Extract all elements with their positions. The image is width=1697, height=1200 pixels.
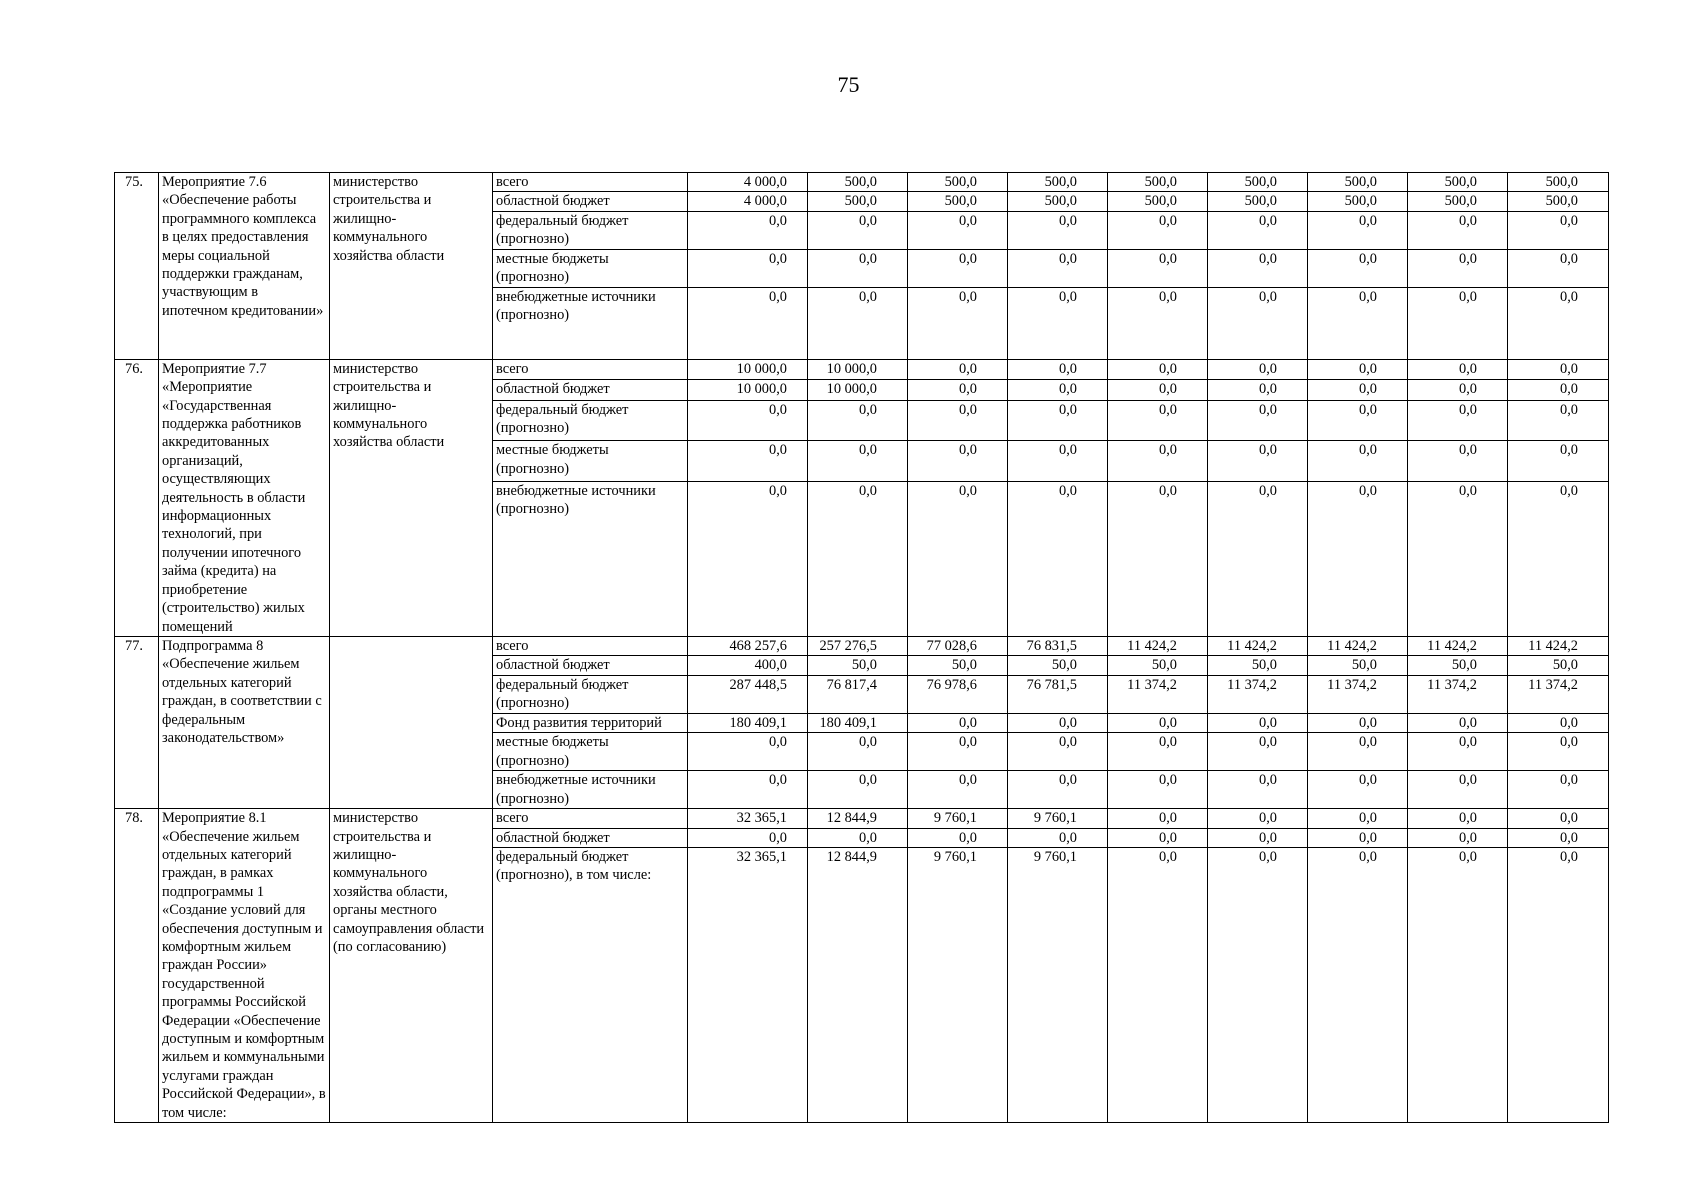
funding-value: 0,0 (1308, 441, 1408, 481)
funding-value: 0,0 (688, 771, 808, 809)
funding-value: 0,0 (1308, 249, 1408, 287)
funding-value: 0,0 (1208, 380, 1308, 401)
funding-value: 32 365,1 (688, 848, 808, 1123)
funding-value: 0,0 (1208, 733, 1308, 771)
executor: министерство строительства и жилищно-коммунального хозяйства области, органы местного самоуправления области (по согласованию) (330, 809, 493, 1123)
funding-value: 0,0 (1408, 441, 1508, 481)
funding-value: 468 257,6 (688, 636, 808, 655)
funding-source: местные бюджеты (прогнозно) (493, 249, 688, 287)
funding-value: 500,0 (1008, 192, 1108, 211)
funding-value: 0,0 (1108, 809, 1208, 828)
funding-value: 400,0 (688, 656, 808, 675)
measure-name: Мероприятие 7.7 «Мероприятие «Государственная поддержка работников аккредитованных организаций, осуществляющих деятельность в области информационных технологий, при получении ипотечного займа (кредита) на приобретение (строительство) жилых помещений (159, 359, 330, 636)
funding-value: 0,0 (1008, 713, 1108, 732)
funding-value: 0,0 (1208, 481, 1308, 636)
funding-value: 11 374,2 (1308, 675, 1408, 713)
funding-value: 0,0 (1108, 401, 1208, 441)
funding-value: 12 844,9 (808, 848, 908, 1123)
funding-value: 500,0 (808, 173, 908, 192)
funding-value: 0,0 (1408, 828, 1508, 847)
funding-value: 77 028,6 (908, 636, 1008, 655)
funding-source: всего (493, 809, 688, 828)
funding-value: 0,0 (808, 733, 908, 771)
funding-value: 10 000,0 (808, 380, 908, 401)
funding-value: 500,0 (1108, 192, 1208, 211)
funding-value: 11 424,2 (1508, 636, 1609, 655)
funding-value: 0,0 (1008, 380, 1108, 401)
funding-value: 0,0 (688, 249, 808, 287)
funding-value: 0,0 (1408, 809, 1508, 828)
funding-value: 0,0 (1008, 733, 1108, 771)
funding-value: 0,0 (1308, 848, 1408, 1123)
funding-value: 10 000,0 (688, 380, 808, 401)
funding-value: 11 374,2 (1208, 675, 1308, 713)
funding-value: 0,0 (688, 481, 808, 636)
funding-value: 11 424,2 (1208, 636, 1308, 655)
funding-value: 0,0 (1508, 771, 1609, 809)
funding-value: 0,0 (1008, 249, 1108, 287)
funding-value: 0,0 (1408, 380, 1508, 401)
funding-source: Фонд развития территорий (493, 713, 688, 732)
funding-value: 0,0 (1008, 287, 1108, 359)
funding-source: областной бюджет (493, 828, 688, 847)
funding-value: 0,0 (1008, 401, 1108, 441)
funding-value: 9 760,1 (1008, 848, 1108, 1123)
funding-value: 0,0 (908, 733, 1008, 771)
budget-table (114, 172, 1609, 1123)
funding-value: 500,0 (1108, 173, 1208, 192)
funding-value: 0,0 (1508, 359, 1609, 380)
funding-value: 0,0 (1008, 828, 1108, 847)
funding-source: областной бюджет (493, 656, 688, 675)
funding-value: 50,0 (1308, 656, 1408, 675)
funding-value: 500,0 (1008, 173, 1108, 192)
table-row (115, 359, 1609, 380)
funding-value: 500,0 (1308, 173, 1408, 192)
funding-value: 0,0 (1408, 733, 1508, 771)
funding-value: 11 424,2 (1408, 636, 1508, 655)
funding-value: 0,0 (1308, 828, 1408, 847)
funding-value: 0,0 (1208, 771, 1308, 809)
funding-value: 11 424,2 (1108, 636, 1208, 655)
funding-value: 4 000,0 (688, 173, 808, 192)
measure-name: Мероприятие 7.6 «Обеспечение работы программного комплекса в целях предоставления меры социальной поддержки гражданам, участвующим в ипотечном кредитовании» (159, 173, 330, 360)
funding-value: 0,0 (1508, 287, 1609, 359)
funding-value: 180 409,1 (808, 713, 908, 732)
funding-source: федеральный бюджет (прогнозно) (493, 211, 688, 249)
funding-value: 0,0 (1508, 828, 1609, 847)
funding-value: 0,0 (808, 211, 908, 249)
funding-source: федеральный бюджет (прогнозно) (493, 401, 688, 441)
funding-value: 0,0 (908, 481, 1008, 636)
funding-value: 500,0 (1508, 192, 1609, 211)
funding-value: 500,0 (1208, 192, 1308, 211)
funding-value: 0,0 (1508, 733, 1609, 771)
row-index: 75. (115, 173, 159, 360)
funding-value: 500,0 (1508, 173, 1609, 192)
funding-value: 0,0 (1508, 211, 1609, 249)
funding-value: 0,0 (1508, 380, 1609, 401)
funding-value: 0,0 (1408, 249, 1508, 287)
funding-value: 500,0 (908, 192, 1008, 211)
funding-value: 0,0 (1108, 733, 1208, 771)
funding-value: 11 424,2 (1308, 636, 1408, 655)
funding-source: всего (493, 173, 688, 192)
funding-value: 9 760,1 (1008, 809, 1108, 828)
funding-value: 0,0 (908, 713, 1008, 732)
funding-value: 0,0 (1208, 809, 1308, 828)
funding-value: 0,0 (1308, 481, 1408, 636)
funding-value: 0,0 (1008, 481, 1108, 636)
funding-value: 0,0 (908, 287, 1008, 359)
funding-value: 0,0 (1308, 211, 1408, 249)
funding-value: 0,0 (1308, 287, 1408, 359)
funding-value: 0,0 (1308, 733, 1408, 771)
funding-value: 0,0 (1108, 848, 1208, 1123)
funding-value: 0,0 (808, 401, 908, 441)
funding-value: 0,0 (1508, 481, 1609, 636)
funding-value: 0,0 (1108, 211, 1208, 249)
funding-value: 500,0 (908, 173, 1008, 192)
funding-value: 0,0 (1208, 828, 1308, 847)
funding-source: местные бюджеты (прогнозно) (493, 441, 688, 481)
funding-value: 50,0 (908, 656, 1008, 675)
funding-value: 0,0 (1308, 401, 1408, 441)
row-index: 76. (115, 359, 159, 636)
funding-value: 0,0 (1108, 441, 1208, 481)
funding-source: внебюджетные источники (прогнозно) (493, 771, 688, 809)
funding-value: 0,0 (808, 441, 908, 481)
funding-value: 0,0 (908, 359, 1008, 380)
funding-value: 257 276,5 (808, 636, 908, 655)
funding-value: 500,0 (808, 192, 908, 211)
funding-value: 0,0 (1308, 771, 1408, 809)
funding-value: 0,0 (1208, 401, 1308, 441)
funding-value: 500,0 (1308, 192, 1408, 211)
funding-value: 0,0 (1408, 481, 1508, 636)
funding-value: 9 760,1 (908, 848, 1008, 1123)
funding-value: 50,0 (1208, 656, 1308, 675)
funding-value: 0,0 (1108, 713, 1208, 732)
executor: министерство строительства и жилищно-коммунального хозяйства области (330, 173, 493, 360)
funding-source: областной бюджет (493, 380, 688, 401)
funding-source: федеральный бюджет (прогнозно), в том числе: (493, 848, 688, 1123)
funding-value: 0,0 (1108, 481, 1208, 636)
funding-value: 0,0 (688, 401, 808, 441)
row-index: 77. (115, 636, 159, 808)
funding-value: 0,0 (1108, 771, 1208, 809)
table-row (115, 809, 1609, 828)
funding-value: 0,0 (1008, 441, 1108, 481)
funding-source: внебюджетные источники (прогнозно) (493, 287, 688, 359)
funding-value: 0,0 (908, 380, 1008, 401)
funding-value: 0,0 (808, 249, 908, 287)
funding-value: 0,0 (1208, 211, 1308, 249)
funding-value: 76 978,6 (908, 675, 1008, 713)
funding-value: 0,0 (1108, 828, 1208, 847)
funding-source: внебюджетные источники (прогнозно) (493, 481, 688, 636)
funding-value: 0,0 (808, 481, 908, 636)
funding-value: 50,0 (1508, 656, 1609, 675)
funding-value: 50,0 (1008, 656, 1108, 675)
funding-value: 500,0 (1408, 173, 1508, 192)
funding-value: 11 374,2 (1408, 675, 1508, 713)
funding-value: 0,0 (1108, 359, 1208, 380)
funding-value: 9 760,1 (908, 809, 1008, 828)
measure-name: Мероприятие 8.1 «Обеспечение жильем отдельных категорий граждан, в рамках подпрограммы 1 «Создание условий для обеспечения доступным и комфортным жильем граждан России» государственной программы Российской Федерации «Обеспечение доступным и комфортным жильем и коммунальными услугами граждан Российской Федерации», в том числе: (159, 809, 330, 1123)
funding-value: 0,0 (1508, 713, 1609, 732)
funding-value: 12 844,9 (808, 809, 908, 828)
funding-value: 76 781,5 (1008, 675, 1108, 713)
funding-value: 0,0 (688, 287, 808, 359)
row-index: 78. (115, 809, 159, 1123)
funding-value: 0,0 (808, 828, 908, 847)
funding-value: 32 365,1 (688, 809, 808, 828)
funding-value: 0,0 (688, 211, 808, 249)
funding-value: 0,0 (1308, 380, 1408, 401)
funding-value: 0,0 (808, 287, 908, 359)
funding-value: 0,0 (688, 733, 808, 771)
funding-value: 0,0 (1408, 848, 1508, 1123)
funding-value: 0,0 (1408, 287, 1508, 359)
funding-value: 0,0 (808, 771, 908, 809)
funding-value: 0,0 (1108, 287, 1208, 359)
table-row (115, 636, 1609, 655)
funding-source: всего (493, 359, 688, 380)
funding-value: 0,0 (1408, 401, 1508, 441)
funding-value: 0,0 (908, 828, 1008, 847)
funding-value: 0,0 (1408, 359, 1508, 380)
funding-value: 0,0 (908, 771, 1008, 809)
funding-value: 0,0 (1508, 401, 1609, 441)
funding-value: 0,0 (1508, 848, 1609, 1123)
funding-value: 10 000,0 (688, 359, 808, 380)
funding-value: 500,0 (1408, 192, 1508, 211)
funding-source: всего (493, 636, 688, 655)
budget-table-body (115, 173, 1609, 1123)
funding-value: 0,0 (1208, 713, 1308, 732)
funding-value: 0,0 (1308, 713, 1408, 732)
funding-value: 0,0 (1308, 359, 1408, 380)
funding-source: федеральный бюджет (прогнозно) (493, 675, 688, 713)
page-number: 75 (837, 72, 860, 97)
funding-source: местные бюджеты (прогнозно) (493, 733, 688, 771)
funding-value: 287 448,5 (688, 675, 808, 713)
funding-value: 0,0 (1108, 380, 1208, 401)
funding-value: 0,0 (1008, 211, 1108, 249)
executor (330, 636, 493, 808)
funding-value: 180 409,1 (688, 713, 808, 732)
funding-value: 0,0 (908, 441, 1008, 481)
funding-value: 0,0 (1008, 771, 1108, 809)
funding-value: 11 374,2 (1108, 675, 1208, 713)
funding-value: 11 374,2 (1508, 675, 1609, 713)
funding-value: 50,0 (808, 656, 908, 675)
funding-value: 0,0 (688, 828, 808, 847)
funding-value: 50,0 (1408, 656, 1508, 675)
funding-value: 0,0 (1008, 359, 1108, 380)
funding-value: 0,0 (908, 401, 1008, 441)
funding-value: 76 831,5 (1008, 636, 1108, 655)
funding-value: 500,0 (1208, 173, 1308, 192)
funding-value: 76 817,4 (808, 675, 908, 713)
funding-value: 0,0 (1408, 211, 1508, 249)
funding-value: 0,0 (1208, 441, 1308, 481)
funding-value: 0,0 (688, 441, 808, 481)
executor: министерство строительства и жилищно-коммунального хозяйства области (330, 359, 493, 636)
funding-value: 0,0 (1508, 441, 1609, 481)
funding-value: 0,0 (1408, 771, 1508, 809)
funding-value: 0,0 (1508, 249, 1609, 287)
funding-value: 0,0 (1408, 713, 1508, 732)
funding-value: 0,0 (1208, 249, 1308, 287)
funding-value: 0,0 (1208, 359, 1308, 380)
funding-value: 10 000,0 (808, 359, 908, 380)
funding-value: 0,0 (1208, 848, 1308, 1123)
table-row (115, 173, 1609, 192)
measure-name: Подпрограмма 8 «Обеспечение жильем отдельных категорий граждан, в соответствии с федеральным законодательством» (159, 636, 330, 808)
funding-value: 0,0 (1508, 809, 1609, 828)
funding-value: 0,0 (1308, 809, 1408, 828)
funding-value: 0,0 (908, 249, 1008, 287)
funding-value: 0,0 (1208, 287, 1308, 359)
funding-value: 4 000,0 (688, 192, 808, 211)
funding-value: 0,0 (908, 211, 1008, 249)
funding-value: 0,0 (1108, 249, 1208, 287)
funding-value: 50,0 (1108, 656, 1208, 675)
funding-source: областной бюджет (493, 192, 688, 211)
